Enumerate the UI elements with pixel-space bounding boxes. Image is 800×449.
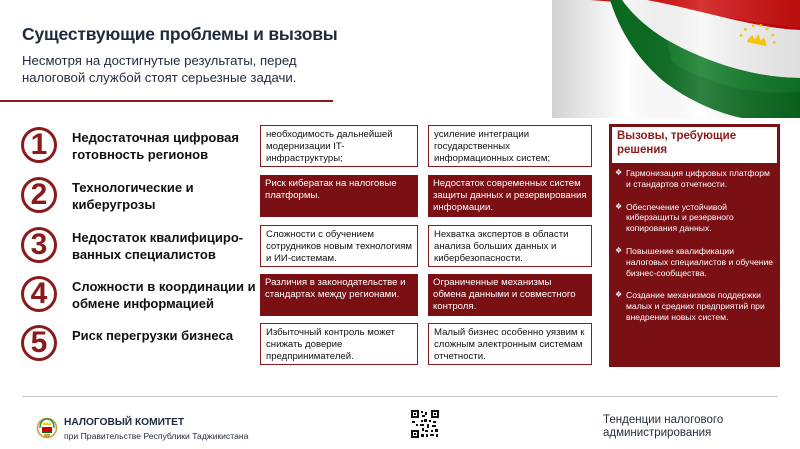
problem-label: Недостаточная цифровая готовность регионов bbox=[72, 130, 239, 162]
problem-number: 2 bbox=[21, 177, 57, 213]
problem-row-4 bbox=[0, 276, 610, 320]
problem-row-3 bbox=[0, 227, 610, 271]
list-item bbox=[615, 246, 777, 278]
org-name: НАЛОГОВЫЙ КОМИТЕТ bbox=[64, 417, 185, 428]
problem-row-2 bbox=[0, 177, 610, 221]
problem-detail-1: Различия в законодательстве и стандартах между регионами. bbox=[260, 274, 418, 316]
qr-code-icon bbox=[411, 410, 439, 438]
problem-label: Технологические и киберугрозы bbox=[72, 180, 194, 212]
list-item-text: Создание механизмов поддержки малых и средних предприятий при внедрении новых систем. bbox=[626, 290, 765, 322]
problem-detail-2: Нехватка экспертов в области анализа больших данных и кибербезопасности. bbox=[428, 225, 592, 267]
problem-number: 1 bbox=[21, 127, 57, 163]
problem-label: Недостаток квалифициро-ванных специалистов bbox=[72, 230, 244, 262]
problem-label: Риск перегрузки бизнеса bbox=[72, 328, 234, 343]
header-divider bbox=[0, 100, 333, 102]
problem-detail-2: Малый бизнес особенно уязвим к сложным электронным системам отчетности. bbox=[428, 323, 592, 365]
list-item bbox=[615, 202, 777, 234]
org-subtitle: при Правительстве Республики Таджикистана bbox=[64, 431, 249, 441]
footer-divider bbox=[22, 396, 778, 397]
page-title: Существующие проблемы и вызовы bbox=[22, 24, 338, 44]
diamond-bullet-icon: ❖ bbox=[615, 245, 623, 255]
diamond-bullet-icon: ❖ bbox=[615, 201, 623, 211]
tajikistan-emblem-icon bbox=[36, 415, 58, 439]
list-item-text: Повышение квалификации налоговых специалистов и обучение бизнес-сообщества. bbox=[626, 245, 774, 278]
page-subtitle: Несмотря на достигнутые результаты, перед налоговой службой стоят серьезные задачи. bbox=[22, 53, 297, 85]
problem-detail-2: Недостаток современных систем защиты данных и резервирования информации. bbox=[428, 175, 592, 217]
problem-number: 5 bbox=[21, 325, 57, 361]
list-item bbox=[615, 168, 777, 190]
problem-label: Сложности в координации и обмене информацией bbox=[72, 279, 256, 311]
problem-detail-2: Ограниченные механизмы обмена данными и совместного контроля. bbox=[428, 274, 592, 316]
diamond-bullet-icon: ❖ bbox=[615, 168, 623, 177]
list-item-text: Обеспечение устойчивой киберзащиты и резервного копирования данных. bbox=[626, 201, 734, 234]
challenges-panel-header bbox=[612, 127, 777, 163]
problem-number: 4 bbox=[21, 276, 57, 312]
list-item-text: Гармонизация цифровых платформ и стандартов отчетности. bbox=[626, 168, 770, 189]
list-item bbox=[615, 290, 777, 322]
challenges-panel-title: Вызовы, требующие решения bbox=[617, 130, 737, 156]
challenges-list bbox=[615, 168, 777, 335]
problem-number: 3 bbox=[21, 227, 57, 263]
problem-row-5 bbox=[0, 325, 610, 369]
problem-detail-1: Избыточный контроль может снижать доверие предпринимателей. bbox=[260, 323, 418, 365]
problem-detail-1: необходимость дальнейшей модернизации IT-инфраструктуры; bbox=[260, 125, 418, 167]
problem-detail-1: Сложности с обучением сотрудников новым технологиям и ИИ-системам. bbox=[260, 225, 418, 267]
presentation-topic: Тенденции налогового администрирования bbox=[603, 414, 724, 439]
challenges-panel bbox=[609, 124, 780, 367]
problem-detail-2: усиление интеграции государственных информационных систем; bbox=[428, 125, 592, 167]
tajikistan-flag bbox=[552, 0, 800, 118]
problem-row-1 bbox=[0, 127, 610, 171]
diamond-bullet-icon: ❖ bbox=[615, 290, 623, 300]
problem-detail-1: Риск кибератак на налоговые платформы. bbox=[260, 175, 418, 217]
